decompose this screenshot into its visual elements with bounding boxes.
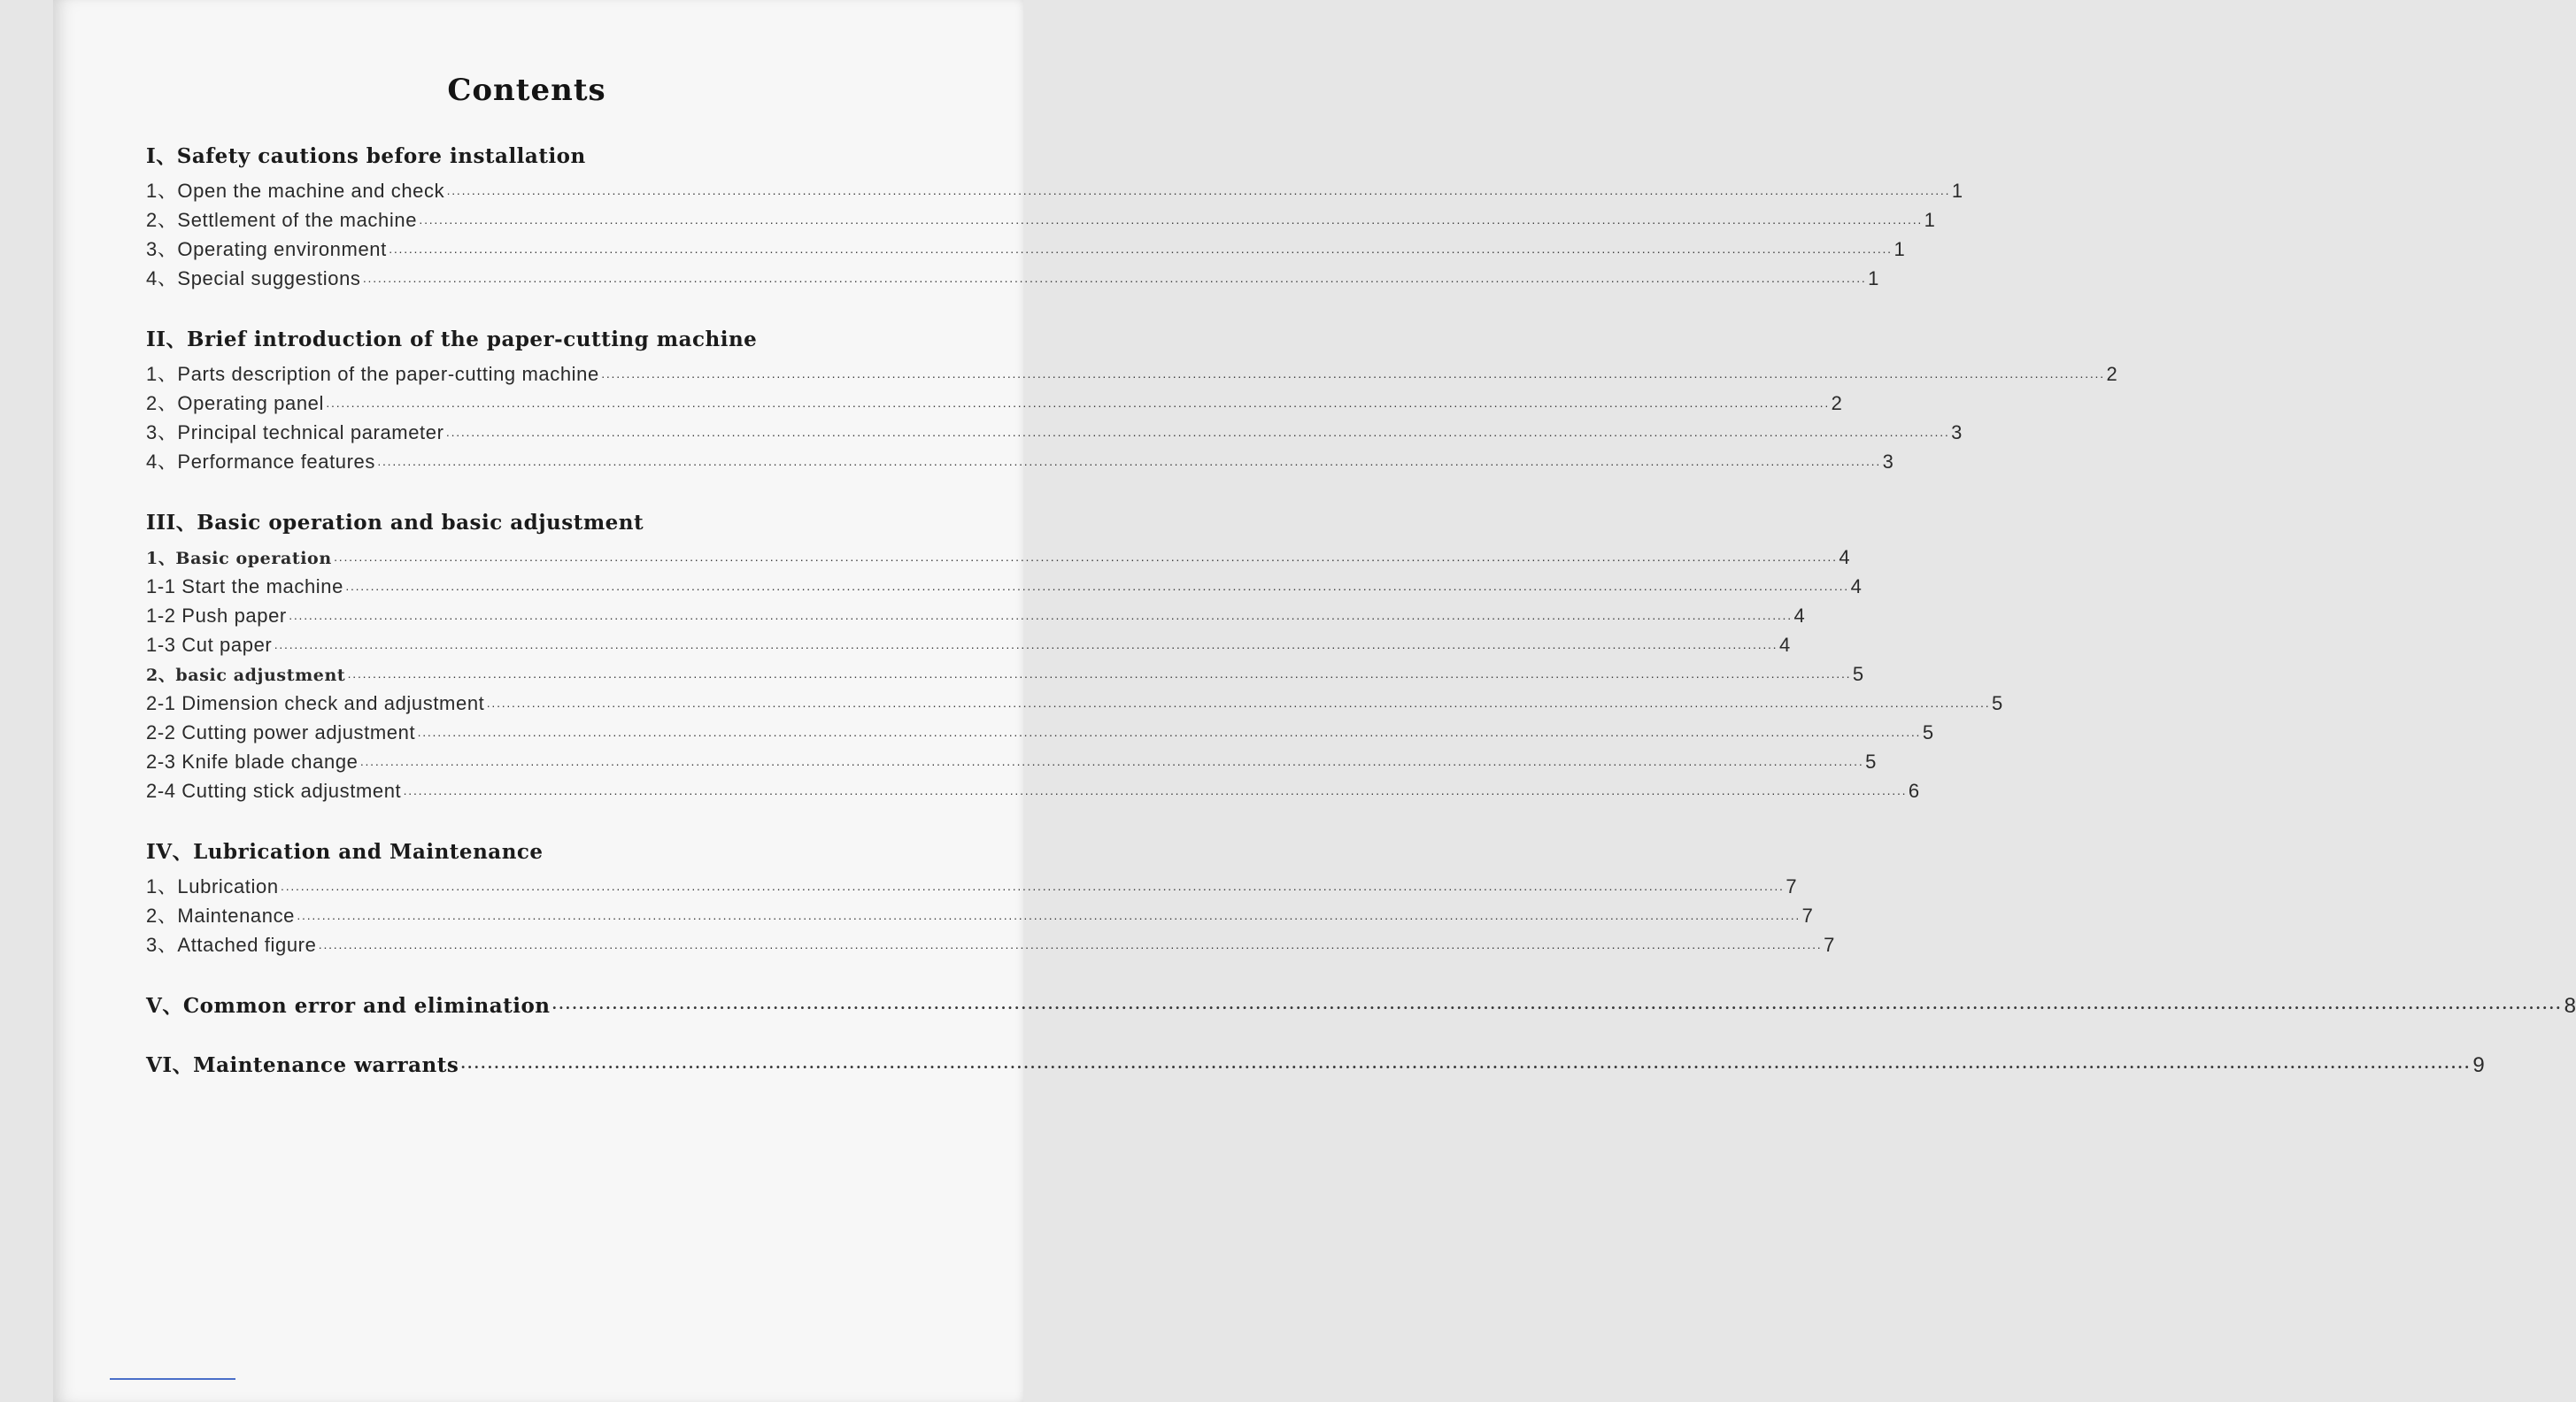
entry-page-number: 9 (2472, 1053, 2486, 1077)
entry-label: 2、Maintenance (146, 905, 296, 927)
entry-page-number: 2 (1831, 392, 1843, 414)
toc-entry[interactable] (146, 418, 1963, 447)
toc-entry[interactable] (146, 572, 1863, 601)
section-heading: VI、Maintenance warrants (146, 1053, 459, 1077)
entry-label: 2、basic adjustment (146, 666, 346, 685)
entry-label: 2-2 Cutting power adjustment (146, 721, 416, 743)
toc-entry[interactable] (146, 264, 1879, 293)
toc-entry[interactable] (146, 776, 1920, 805)
entry-label: 3、Operating environment (146, 238, 387, 260)
table-of-contents (146, 73, 2576, 1108)
toc-entry[interactable] (146, 176, 1963, 205)
entry-page-number: 4 (1839, 546, 1851, 568)
entry-page-number: 4 (1778, 634, 1791, 656)
entry-page-number: 1 (1893, 238, 1906, 260)
toc-entry[interactable] (146, 235, 1906, 264)
leader-dots: ············································································································································································································································································································ (288, 611, 1793, 625)
toc-entry[interactable] (146, 930, 1835, 959)
toc-section-3 (146, 506, 2003, 805)
leader-dots: ············································································································································································································································································································ (460, 1059, 2472, 1075)
toc-entry[interactable] (146, 718, 1934, 747)
entry-label: 1-2 Push paper (146, 605, 287, 627)
toc-entry[interactable] (146, 747, 1877, 776)
entry-label: 1、Basic operation (146, 549, 332, 568)
entry-page-number: 5 (1852, 663, 1864, 685)
entry-page-number: 6 (1908, 780, 1920, 802)
leader-dots: ············································································································································································································································································································ (417, 728, 1921, 742)
entry-label: 2-3 Knife blade change (146, 751, 359, 773)
entry-label: 1、Parts description of the paper-cutting machine (146, 363, 599, 385)
entry-label: 2、Settlement of the machine (146, 209, 418, 231)
leader-dots: ············································································································································································································································································································ (274, 640, 1778, 654)
entry-label: 4、Performance features (146, 451, 375, 473)
leader-dots: ············································································································································································································································································································ (318, 940, 1823, 954)
entry-page-number: 4 (1793, 605, 1806, 627)
toc-entry[interactable] (146, 630, 1791, 659)
toc-entry[interactable] (146, 447, 1894, 476)
entry-page-number: 2 (2106, 363, 2118, 385)
document-page (53, 0, 2576, 1402)
leader-dots: ············································································································································································································································································································ (344, 582, 1849, 596)
entry-page-number: 8 (2564, 994, 2576, 1018)
toc-section-1 (146, 140, 1963, 293)
toc-heading-entry[interactable] (146, 990, 2576, 1019)
leader-dots: ············································································································································································································································································································ (600, 369, 2105, 383)
entry-label: 2-1 Dimension check and adjustment (146, 692, 485, 714)
section-heading: III、Basic operation and basic adjustment (146, 511, 644, 535)
entry-label: 1、Lubrication (146, 875, 279, 897)
entry-label: 4、Special suggestions (146, 267, 361, 289)
entry-page-number: 7 (1801, 905, 1814, 927)
entry-label: 1-3 Cut paper (146, 634, 273, 656)
toc-entry[interactable] (146, 659, 1864, 689)
toc-entry[interactable] (146, 359, 2118, 389)
leader-dots: ············································································································································································································································································································ (326, 398, 1830, 412)
entry-label: 1、Open the machine and check (146, 180, 445, 202)
entry-page-number: 5 (1865, 751, 1877, 773)
entry-label: 2、Operating panel (146, 392, 324, 414)
leader-dots: ············································································································································································································································································································ (347, 669, 1851, 683)
toc-entry[interactable] (146, 543, 1851, 572)
page-title: Contents (447, 73, 606, 108)
entry-page-number: 4 (1850, 575, 1863, 597)
toc-entry[interactable] (146, 689, 2003, 718)
leader-dots: ············································································································································································································································································································ (388, 244, 1893, 258)
toc-entry[interactable] (146, 389, 1843, 418)
entry-page-number: 1 (1951, 180, 1963, 202)
section-heading: V、Common error and elimination (146, 994, 551, 1018)
divider (110, 1378, 235, 1380)
toc-entry[interactable] (146, 872, 1798, 901)
entry-label: 1-1 Start the machine (146, 575, 343, 597)
toc-section-4 (146, 836, 1835, 959)
leader-dots: ············································································································································································································································································································ (376, 457, 1881, 471)
entry-page-number: 7 (1785, 875, 1798, 897)
entry-label: 3、Attached figure (146, 934, 317, 956)
leader-dots: ············································································································································································································································································································ (359, 757, 1864, 771)
entry-page-number: 3 (1951, 421, 1963, 443)
leader-dots: ············································································································································································································································································································ (280, 882, 1785, 896)
leader-dots: ············································································································································································································································································································ (419, 215, 1923, 229)
leader-dots: ············································································································································································································································································································ (446, 186, 1950, 200)
toc-entry[interactable] (146, 205, 1936, 235)
entry-page-number: 5 (1992, 692, 2003, 714)
leader-dots: ············································································································································································································································································································ (445, 428, 1950, 442)
toc-entry[interactable] (146, 901, 1814, 930)
entry-page-number: 7 (1824, 934, 1835, 956)
leader-dots: ············································································································································································································································································································ (362, 273, 1867, 288)
toc-section-2 (146, 323, 2118, 476)
entry-page-number: 1 (1924, 209, 1936, 231)
toc-section-5 (146, 990, 2576, 1019)
entry-page-number: 1 (1868, 267, 1879, 289)
leader-dots: ············································································································································································································································································································ (486, 698, 1991, 713)
leader-dots: ············································································································································································································································································································ (333, 552, 1838, 566)
entry-label: 2-4 Cutting stick adjustment (146, 780, 402, 802)
section-heading: II、Brief introduction of the paper-cutting machine (146, 327, 758, 351)
leader-dots: ············································································································································································································································································································ (551, 999, 2563, 1016)
section-heading: I、Safety cautions before installation (146, 144, 586, 168)
toc-entry[interactable] (146, 601, 1806, 630)
section-heading: IV、Lubrication and Maintenance (146, 840, 544, 864)
toc-section-6 (146, 1049, 2486, 1078)
entry-page-number: 3 (1882, 451, 1894, 473)
entry-page-number: 5 (1922, 721, 1934, 743)
toc-heading-entry[interactable] (146, 1049, 2486, 1078)
entry-label: 3、Principal technical parameter (146, 421, 444, 443)
leader-dots: ············································································································································································································································································································ (403, 786, 1907, 800)
leader-dots: ············································································································································································································································································································ (297, 911, 1801, 925)
